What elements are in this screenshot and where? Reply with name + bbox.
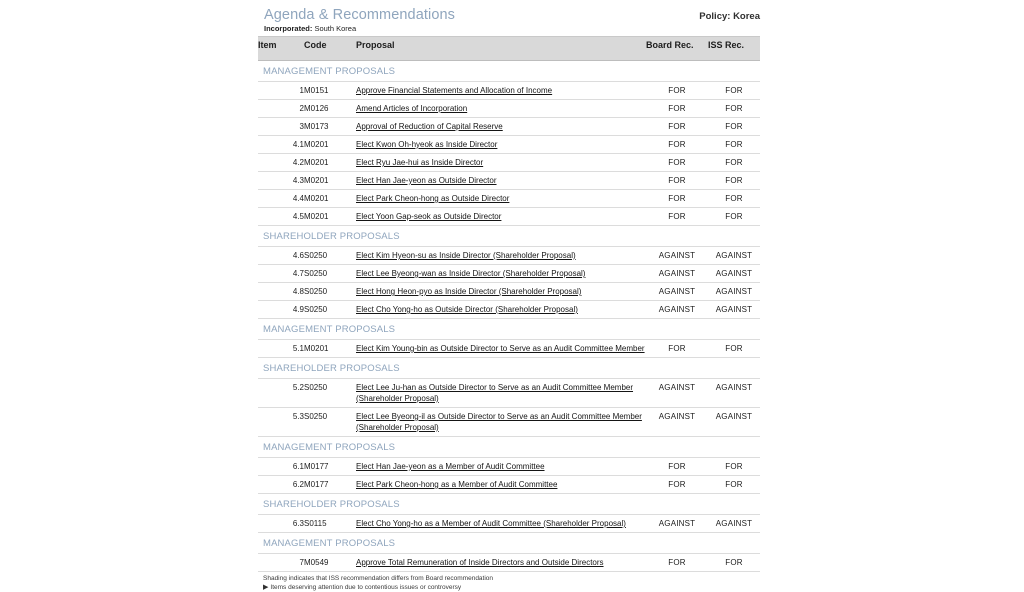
cell-proposal (356, 476, 646, 494)
cell-board-recommendation: FOR (646, 458, 708, 476)
cell-board-recommendation: FOR (646, 154, 708, 172)
table-row (258, 458, 760, 476)
proposal-link[interactable]: Elect Yoon Gap-seok as Outside Director (356, 212, 502, 221)
cell-proposal (356, 154, 646, 172)
section-header-label: SHAREHOLDER PROPOSALS (258, 226, 760, 247)
table-row (258, 265, 760, 283)
proposal-link[interactable]: Elect Cho Yong-ho as Outside Director (Shareholder Proposal) (356, 305, 578, 314)
proposal-link[interactable]: Amend Articles of Incorporation (356, 104, 468, 113)
proposal-link[interactable]: Elect Park Cheon-hong as a Member of Audit Committee (356, 480, 558, 489)
proposal-link[interactable]: Elect Kim Young-bin as Outside Director to Serve as an Audit Committee Member (356, 344, 645, 353)
cell-proposal (356, 265, 646, 283)
cell-proposal (356, 408, 646, 437)
cell-proposal (356, 554, 646, 572)
cell-iss-recommendation: AGAINST (708, 265, 760, 283)
cell-item-number: 4.2 (258, 154, 304, 172)
cell-proposal (356, 82, 646, 100)
table-row (258, 136, 760, 154)
cell-board-recommendation: FOR (646, 136, 708, 154)
cell-code: S0115 (304, 515, 356, 533)
section-header-label: MANAGEMENT PROPOSALS (258, 61, 760, 82)
table-row (258, 172, 760, 190)
cell-board-recommendation: FOR (646, 340, 708, 358)
cell-proposal (356, 172, 646, 190)
proposal-link[interactable]: Elect Kwon Oh-hyeok as Inside Director (356, 140, 498, 149)
section-header-row (258, 437, 760, 458)
table-row (258, 154, 760, 172)
agenda-table (258, 36, 760, 572)
cell-item-number: 6.3 (258, 515, 304, 533)
table-row (258, 408, 760, 437)
proposal-link[interactable]: Approve Financial Statements and Allocation of Income (356, 86, 553, 95)
column-header-proposal: Proposal (356, 37, 646, 61)
section-header-row (258, 226, 760, 247)
proposal-link[interactable]: Approve Total Remuneration of Inside Directors and Outside Directors (356, 558, 604, 567)
cell-item-number: 5.3 (258, 408, 304, 437)
cell-code: M0201 (304, 172, 356, 190)
table-row (258, 301, 760, 319)
proposal-link[interactable]: Elect Cho Yong-ho as a Member of Audit Committee (Shareholder Proposal) (356, 519, 626, 528)
document-header (258, 0, 760, 34)
cell-board-recommendation: AGAINST (646, 379, 708, 408)
cell-board-recommendation: FOR (646, 100, 708, 118)
cell-board-recommendation: FOR (646, 172, 708, 190)
policy-label: Policy: Korea (699, 11, 760, 22)
cell-iss-recommendation: AGAINST (708, 247, 760, 265)
cell-item-number: 5.1 (258, 340, 304, 358)
table-row (258, 554, 760, 572)
footnote-attention (263, 583, 760, 592)
cell-item-number: 4.5 (258, 208, 304, 226)
cell-proposal (356, 283, 646, 301)
cell-item-number: 4.1 (258, 136, 304, 154)
footnotes (258, 574, 760, 592)
cell-iss-recommendation: AGAINST (708, 408, 760, 437)
cell-iss-recommendation: FOR (708, 208, 760, 226)
proposal-link[interactable]: Elect Hong Heon-pyo as Inside Director (Shareholder Proposal) (356, 287, 582, 296)
table-row (258, 283, 760, 301)
cell-iss-recommendation: FOR (708, 100, 760, 118)
cell-proposal (356, 458, 646, 476)
document-body (258, 0, 760, 592)
cell-item-number: 4.3 (258, 172, 304, 190)
cell-code: S0250 (304, 247, 356, 265)
section-header-row (258, 319, 760, 340)
footnote-shading: Shading indicates that ISS recommendation differs from Board recommendation (263, 575, 494, 582)
table-row (258, 82, 760, 100)
triangle-marker-icon: ▶ (263, 584, 269, 591)
cell-item-number: 7 (258, 554, 304, 572)
section-header-label: MANAGEMENT PROPOSALS (258, 533, 760, 554)
cell-board-recommendation: AGAINST (646, 408, 708, 437)
cell-item-number: 4.7 (258, 265, 304, 283)
cell-board-recommendation: AGAINST (646, 265, 708, 283)
table-row (258, 476, 760, 494)
cell-iss-recommendation: FOR (708, 136, 760, 154)
cell-proposal (356, 100, 646, 118)
cell-code: S0250 (304, 408, 356, 437)
cell-item-number: 4.8 (258, 283, 304, 301)
cell-iss-recommendation: FOR (708, 476, 760, 494)
cell-proposal (356, 136, 646, 154)
column-header-item: Item (258, 37, 304, 61)
table-row (258, 379, 760, 408)
cell-iss-recommendation: FOR (708, 82, 760, 100)
section-header-row (258, 494, 760, 515)
page-title: Agenda & Recommendations (264, 7, 456, 23)
cell-code: M0201 (304, 340, 356, 358)
cell-board-recommendation: AGAINST (646, 301, 708, 319)
proposal-link[interactable]: Elect Park Cheon-hong as Outside Director (356, 194, 510, 203)
cell-proposal (356, 247, 646, 265)
cell-proposal (356, 515, 646, 533)
cell-item-number: 3 (258, 118, 304, 136)
cell-proposal (356, 340, 646, 358)
cell-board-recommendation: AGAINST (646, 283, 708, 301)
table-row (258, 340, 760, 358)
cell-item-number: 5.2 (258, 379, 304, 408)
cell-item-number: 6.2 (258, 476, 304, 494)
section-header-label: MANAGEMENT PROPOSALS (258, 437, 760, 458)
cell-item-number: 2 (258, 100, 304, 118)
column-header-board-rec: Board Rec. (646, 37, 708, 61)
cell-board-recommendation: AGAINST (646, 247, 708, 265)
cell-board-recommendation: FOR (646, 82, 708, 100)
table-row (258, 190, 760, 208)
proposal-link[interactable]: Elect Lee Byeong-wan as Inside Director (Shareholder Proposal) (356, 269, 586, 278)
cell-item-number: 1 (258, 82, 304, 100)
section-header-label: MANAGEMENT PROPOSALS (258, 319, 760, 340)
cell-code: M0173 (304, 118, 356, 136)
cell-proposal (356, 208, 646, 226)
section-header-label: SHAREHOLDER PROPOSALS (258, 494, 760, 515)
cell-board-recommendation: FOR (646, 190, 708, 208)
cell-board-recommendation: AGAINST (646, 515, 708, 533)
cell-item-number: 4.4 (258, 190, 304, 208)
proposal-link[interactable]: Elect Lee Byeong-il as Outside Director to Serve as an Audit Committee Member (Shareholder Proposal) (356, 412, 642, 432)
cell-board-recommendation: FOR (646, 118, 708, 136)
cell-iss-recommendation: FOR (708, 172, 760, 190)
cell-proposal (356, 301, 646, 319)
cell-item-number: 6.1 (258, 458, 304, 476)
proposal-link[interactable]: Approval of Reduction of Capital Reserve (356, 122, 503, 131)
cell-code: M0201 (304, 190, 356, 208)
cell-proposal (356, 379, 646, 408)
cell-code: S0250 (304, 301, 356, 319)
table-row (258, 208, 760, 226)
cell-code: M0201 (304, 136, 356, 154)
table-row (258, 118, 760, 136)
section-header-row (258, 533, 760, 554)
cell-code: S0250 (304, 283, 356, 301)
cell-iss-recommendation: AGAINST (708, 515, 760, 533)
cell-code: M0177 (304, 458, 356, 476)
proposal-link[interactable]: Elect Kim Hyeon-su as Inside Director (Shareholder Proposal) (356, 251, 576, 260)
cell-code: S0250 (304, 265, 356, 283)
cell-proposal (356, 190, 646, 208)
cell-board-recommendation: FOR (646, 476, 708, 494)
cell-code: M0126 (304, 100, 356, 118)
cell-iss-recommendation: FOR (708, 190, 760, 208)
cell-iss-recommendation: FOR (708, 154, 760, 172)
cell-iss-recommendation: FOR (708, 458, 760, 476)
cell-iss-recommendation: FOR (708, 554, 760, 572)
cell-proposal (356, 118, 646, 136)
proposal-link[interactable]: Elect Han Jae-yeon as a Member of Audit Committee (356, 462, 545, 471)
column-header-iss-rec: ISS Rec. (708, 37, 760, 61)
incorporated-label: Incorporated: (264, 24, 313, 33)
incorporated-line (264, 24, 356, 33)
cell-code: M0177 (304, 476, 356, 494)
cell-iss-recommendation: AGAINST (708, 283, 760, 301)
table-row (258, 247, 760, 265)
cell-iss-recommendation: AGAINST (708, 301, 760, 319)
cell-code: M0549 (304, 554, 356, 572)
section-header-label: SHAREHOLDER PROPOSALS (258, 358, 760, 379)
cell-code: M0151 (304, 82, 356, 100)
table-row (258, 515, 760, 533)
table-header-row (258, 37, 760, 61)
incorporated-value: South Korea (314, 24, 357, 33)
cell-code: M0201 (304, 154, 356, 172)
section-header-row (258, 358, 760, 379)
footnote-attention-text: Items deserving attention due to contentious issues or controversy (270, 584, 462, 591)
cell-item-number: 4.9 (258, 301, 304, 319)
cell-code: S0250 (304, 379, 356, 408)
cell-iss-recommendation: AGAINST (708, 379, 760, 408)
table-body (258, 61, 760, 572)
cell-iss-recommendation: FOR (708, 118, 760, 136)
section-header-row (258, 61, 760, 82)
cell-board-recommendation: FOR (646, 554, 708, 572)
cell-iss-recommendation: FOR (708, 340, 760, 358)
cell-board-recommendation: FOR (646, 208, 708, 226)
proposal-link[interactable]: Elect Lee Ju-han as Outside Director to Serve as an Audit Committee Member (Shareholder Proposal) (356, 383, 634, 403)
cell-code: M0201 (304, 208, 356, 226)
proposal-link[interactable]: Elect Ryu Jae-hui as Inside Director (356, 158, 484, 167)
column-header-code: Code (304, 37, 356, 61)
cell-item-number: 4.6 (258, 247, 304, 265)
proposal-link[interactable]: Elect Han Jae-yeon as Outside Director (356, 176, 497, 185)
table-row (258, 100, 760, 118)
